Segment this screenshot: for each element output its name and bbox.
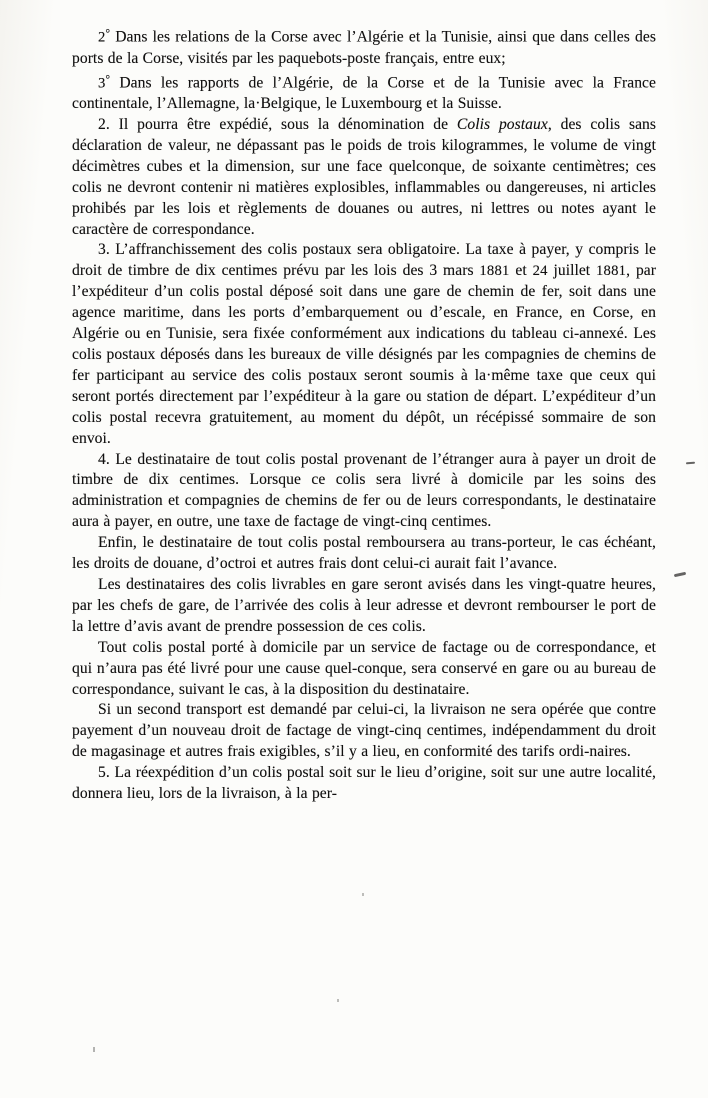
paragraph-second-transport: Si un second transport est demandé par celui-ci, la livraison ne sera opérée que contre payement d’un nouveau droit de factage de vingt-cinq centimes, indépendamment du droit de magasinage et autres frais exigibles, s’il y a lieu, en conformité des tarifs ordi-naires. <box>72 701 656 761</box>
article-2-tail: , des colis sans déclaration de valeur, ne dépassant pas le poids de trois kilogrammes, le volume de vingt décimètres cubes et la dimension, sur une face quelconque, de soixante centimètres; ces colis ne devront contenir ni matières explosibles, inflammables ou dangereuses, ni articles prohibés par les lois et règlements de douanes ou autres, ni lettres ou notes ayant le caractère de correspondance. <box>72 116 657 238</box>
list-marker-3: 3 <box>98 75 106 92</box>
paragraph-item-3deg-text: Dans les rapports de l’Algérie, de la Corse et de la Tunisie avec la France continentale, l’Allemagne, la·Belgique, le Luxembourg et la Suisse. <box>72 74 656 113</box>
article-2-lead: 2. Il pourra être expédié, sous la dénomination de <box>98 116 457 134</box>
article-3-part-a: 3. L’affranchissement des colis postaux sera obligatoire. La taxe à payer, y compris le droit de timbre de dix centimes prévu par les lois des 3 mars <box>72 241 656 280</box>
date-1881-first: 1881 <box>479 263 510 280</box>
paragraph-item-3deg <box>72 70 656 116</box>
document-text-column <box>72 24 656 805</box>
degree-sign-2: ° <box>105 28 111 40</box>
term-colis-postaux: Colis postaux <box>456 116 548 134</box>
degree-sign-3: ° <box>105 73 111 86</box>
paragraph-article-2 <box>72 115 656 240</box>
date-1881-second: 1881 <box>596 263 627 280</box>
article-3-part-b: et <box>509 262 533 280</box>
paragraph-item-2deg-text: Dans les relations de la Corse avec l’Algérie et la Tunisie, ainsi que dans celles des ports de la Corse, visités par les paquebots-poste français, entre eux; <box>72 28 656 67</box>
paragraph-enfin: Enfin, le destinataire de tout colis postal remboursera au trans-porteur, le cas échéant, les droits de douane, d’octroi et autres frais dont celui-ci aurait fait l’avance. <box>72 534 656 573</box>
paragraph-article-4: 4. Le destinataire de tout colis postal provenant de l’étranger aura à payer un droit de timbre de dix centimes. Lorsque ce colis sera livré à domicile par les soins des administration et compagnies de chemins de fer ou de leurs correspondants, le destinataire aura à payer, en outre, une taxe de factage de vingt-cinq centimes. <box>72 450 656 531</box>
paragraph-article-3 <box>72 240 656 449</box>
paragraph-item-2deg <box>72 24 656 70</box>
paragraph-article-5: 5. La réexpédition d’un colis postal soit sur le lieu d’origine, soit sur une autre localité, donnera lieu, lors de la livraison, à la per- <box>72 764 656 803</box>
date-day-24: 24 <box>532 263 548 280</box>
paragraph-destinataires: Les destinataires des colis livrables en gare seront avisés dans les vingt-quatre heures, par les chefs de gare, de l’arrivée des colis à leur adresse et devront rembourser le port de la lettre d’avis avant de prendre possession de ces colis. <box>72 575 656 635</box>
list-marker-2: 2 <box>98 29 106 46</box>
article-3-part-d: , par l’expéditeur d’un colis postal déposé soit dans une gare de chemin de fer, soit dans une agence maritime, dans les ports d’embarquement ou d’escale, en France, en Corse, en Algérie ou en Tunisie, sera fixée conformément aux indications du tableau ci-annexé. Les colis postaux déposés dans les bureaux de ville désignés par les compagnies de chemins de fer participant au service des colis postaux seront soumis à la·même taxe que ceux qui seront portés directement par l’expéditeur à la gare ou station de départ. L’expéditeur d’un colis postal recevra gratuitement, au moment du dépôt, un récépissé sommaire de son envoi. <box>72 262 656 447</box>
article-3-part-c: juillet <box>547 262 597 280</box>
paragraph-tout-colis: Tout colis postal porté à domicile par un service de factage ou de correspondance, et qui n’aura pas été livré pour une cause quel-conque, sera conservé en gare ou au bureau de correspondance, suivant le cas, à la disposition du destinataire. <box>72 638 656 698</box>
